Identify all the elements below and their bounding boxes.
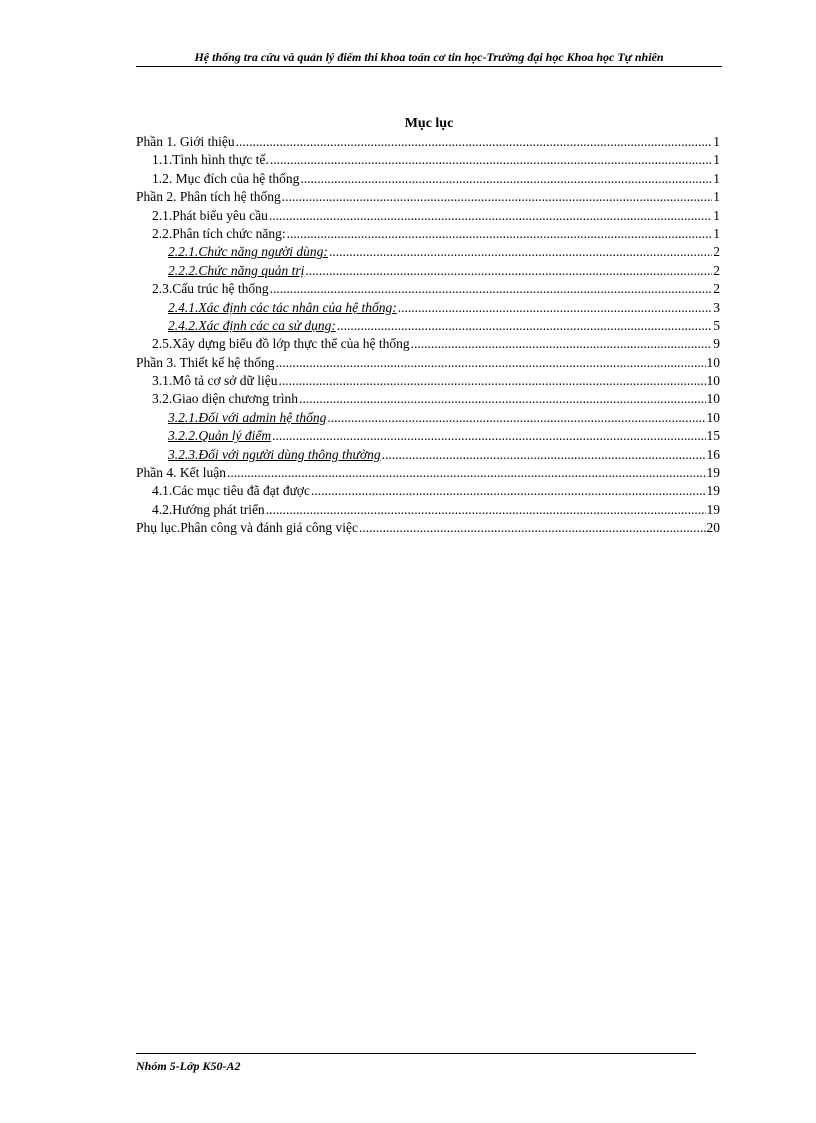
toc-dot-leader [269, 207, 712, 225]
toc-entry-label: 3.2.Giao diện chương trình [152, 391, 299, 407]
toc-dot-leader [329, 243, 712, 261]
toc-entry-page-number: 1 [713, 225, 720, 241]
toc-entry-label: Phần 3. Thiết kế hệ thống [136, 354, 275, 370]
toc-entry-page-number: 1 [713, 170, 720, 186]
toc-entry-label: 2.2.Phân tích chức năng: [152, 225, 286, 241]
toc-dot-leader [270, 151, 712, 169]
toc-entry-page-number: 10 [706, 391, 720, 407]
toc-dot-leader [272, 427, 705, 445]
toc-entry-label: 1.1.Tình hình thực tế. [152, 152, 269, 168]
toc-dot-leader [382, 446, 706, 464]
toc-entry[interactable] [136, 464, 720, 482]
toc-dot-leader [311, 482, 705, 500]
toc-dot-leader [287, 225, 713, 243]
toc-entry-page-number: 2 [713, 281, 720, 297]
toc-entry[interactable] [136, 446, 720, 464]
toc-entry-label: 2.3.Cấu trúc hệ thống [152, 281, 269, 297]
toc-entry-label: 4.2.Hướng phát triển [152, 501, 265, 517]
toc-entry[interactable] [136, 151, 720, 169]
toc-dot-leader [227, 464, 706, 482]
toc-entry[interactable] [136, 207, 720, 225]
toc-entry-page-number: 16 [706, 446, 720, 462]
toc-entry-label: Phần 2. Phân tích hệ thống [136, 189, 281, 205]
toc-entry[interactable] [136, 280, 720, 298]
toc-entry[interactable] [136, 482, 720, 500]
toc-entry-label: Phần 4. Kết luận [136, 465, 226, 481]
toc-title: Mục lục [404, 116, 454, 131]
toc-entry-page-number: 3 [713, 299, 720, 315]
toc-entry-page-number: 10 [706, 373, 720, 389]
toc-entry[interactable] [136, 317, 720, 335]
toc-entry[interactable] [136, 243, 720, 261]
toc-entry[interactable] [136, 427, 720, 445]
toc-entry-page-number: 1 [713, 207, 720, 223]
toc-entry-page-number: 19 [706, 465, 720, 481]
running-header: Hệ thống tra cứu và quản lý điểm thi khoa toán cơ tin học-Trường đại học Khoa học Tự nhiên [194, 50, 664, 64]
toc-entry-page-number: 19 [706, 483, 720, 499]
table-of-contents [136, 133, 720, 538]
toc-entry-label: 2.4.1.Xác định các tác nhân của hệ thống: [168, 299, 397, 315]
toc-entry-label: Phụ lục.Phân công và đánh giá công việc [136, 520, 358, 536]
toc-entry[interactable] [136, 390, 720, 408]
toc-entry-page-number: 10 [706, 409, 720, 425]
toc-dot-leader [236, 133, 713, 151]
toc-entry-label: 3.2.1.Đối với admin hệ thống [168, 409, 327, 425]
toc-dot-leader [270, 280, 713, 298]
toc-entry-label: 1.2. Mục đích của hệ thống [152, 170, 300, 186]
toc-entry-page-number: 20 [706, 520, 720, 536]
toc-dot-leader [282, 188, 713, 206]
toc-entry-label: 2.5.Xây dựng biểu đồ lớp thực thể của hệ thống [152, 336, 410, 352]
toc-entry-label: Phần 1. Giới thiệu [136, 134, 235, 149]
toc-dot-leader [398, 299, 713, 317]
toc-dot-leader [411, 335, 713, 353]
toc-entry-label: 2.1.Phát biểu yêu cầu [152, 207, 268, 223]
toc-entry[interactable] [136, 133, 720, 151]
toc-entry[interactable] [136, 501, 720, 519]
toc-entry-page-number: 2 [713, 262, 720, 278]
toc-entry-page-number: 2 [713, 244, 720, 260]
toc-entry[interactable] [136, 188, 720, 206]
toc-dot-leader [305, 262, 712, 280]
toc-dot-leader [266, 501, 706, 519]
toc-entry-label: 3.1.Mô tả cơ sở dữ liệu [152, 373, 278, 389]
toc-entry-page-number: 1 [713, 189, 720, 205]
toc-entry-page-number: 9 [713, 336, 720, 352]
toc-entry-page-number: 10 [706, 354, 720, 370]
toc-entry-label: 3.2.2.Quản lý điểm [168, 428, 272, 444]
toc-entry-label: 2.2.1.Chức năng người dùng: [168, 244, 328, 260]
toc-entry-page-number: 1 [713, 152, 720, 168]
toc-entry-page-number: 5 [713, 317, 720, 333]
toc-entry-label: 3.2.3.Đối với người dùng thông thường [168, 446, 381, 462]
toc-dot-leader [278, 372, 705, 390]
header-rule [136, 66, 722, 67]
toc-entry-label: 2.2.2.Chức năng quản trị [168, 262, 305, 278]
toc-entry-page-number: 15 [706, 428, 720, 444]
toc-dot-leader [300, 170, 712, 188]
toc-dot-leader [275, 354, 705, 372]
toc-entry[interactable] [136, 335, 720, 353]
toc-entry[interactable] [136, 262, 720, 280]
toc-dot-leader [327, 409, 705, 427]
toc-entry[interactable] [136, 354, 720, 372]
toc-entry[interactable] [136, 409, 720, 427]
toc-entry[interactable] [136, 299, 720, 317]
toc-entry[interactable] [136, 519, 720, 537]
toc-entry-page-number: 19 [706, 501, 720, 517]
toc-entry-label: 4.1.Các mục tiêu đã đạt được [152, 483, 311, 499]
toc-entry[interactable] [136, 372, 720, 390]
toc-dot-leader [299, 390, 705, 408]
toc-dot-leader [359, 519, 706, 537]
toc-entry[interactable] [136, 170, 720, 188]
running-footer: Nhóm 5-Lớp K50-A2 [136, 1059, 241, 1073]
toc-entry-label: 2.4.2.Xác định các ca sử dụng: [168, 317, 336, 333]
footer-rule [136, 1053, 696, 1054]
toc-entry[interactable] [136, 225, 720, 243]
toc-dot-leader [337, 317, 712, 335]
toc-entry-page-number: 1 [713, 134, 720, 149]
